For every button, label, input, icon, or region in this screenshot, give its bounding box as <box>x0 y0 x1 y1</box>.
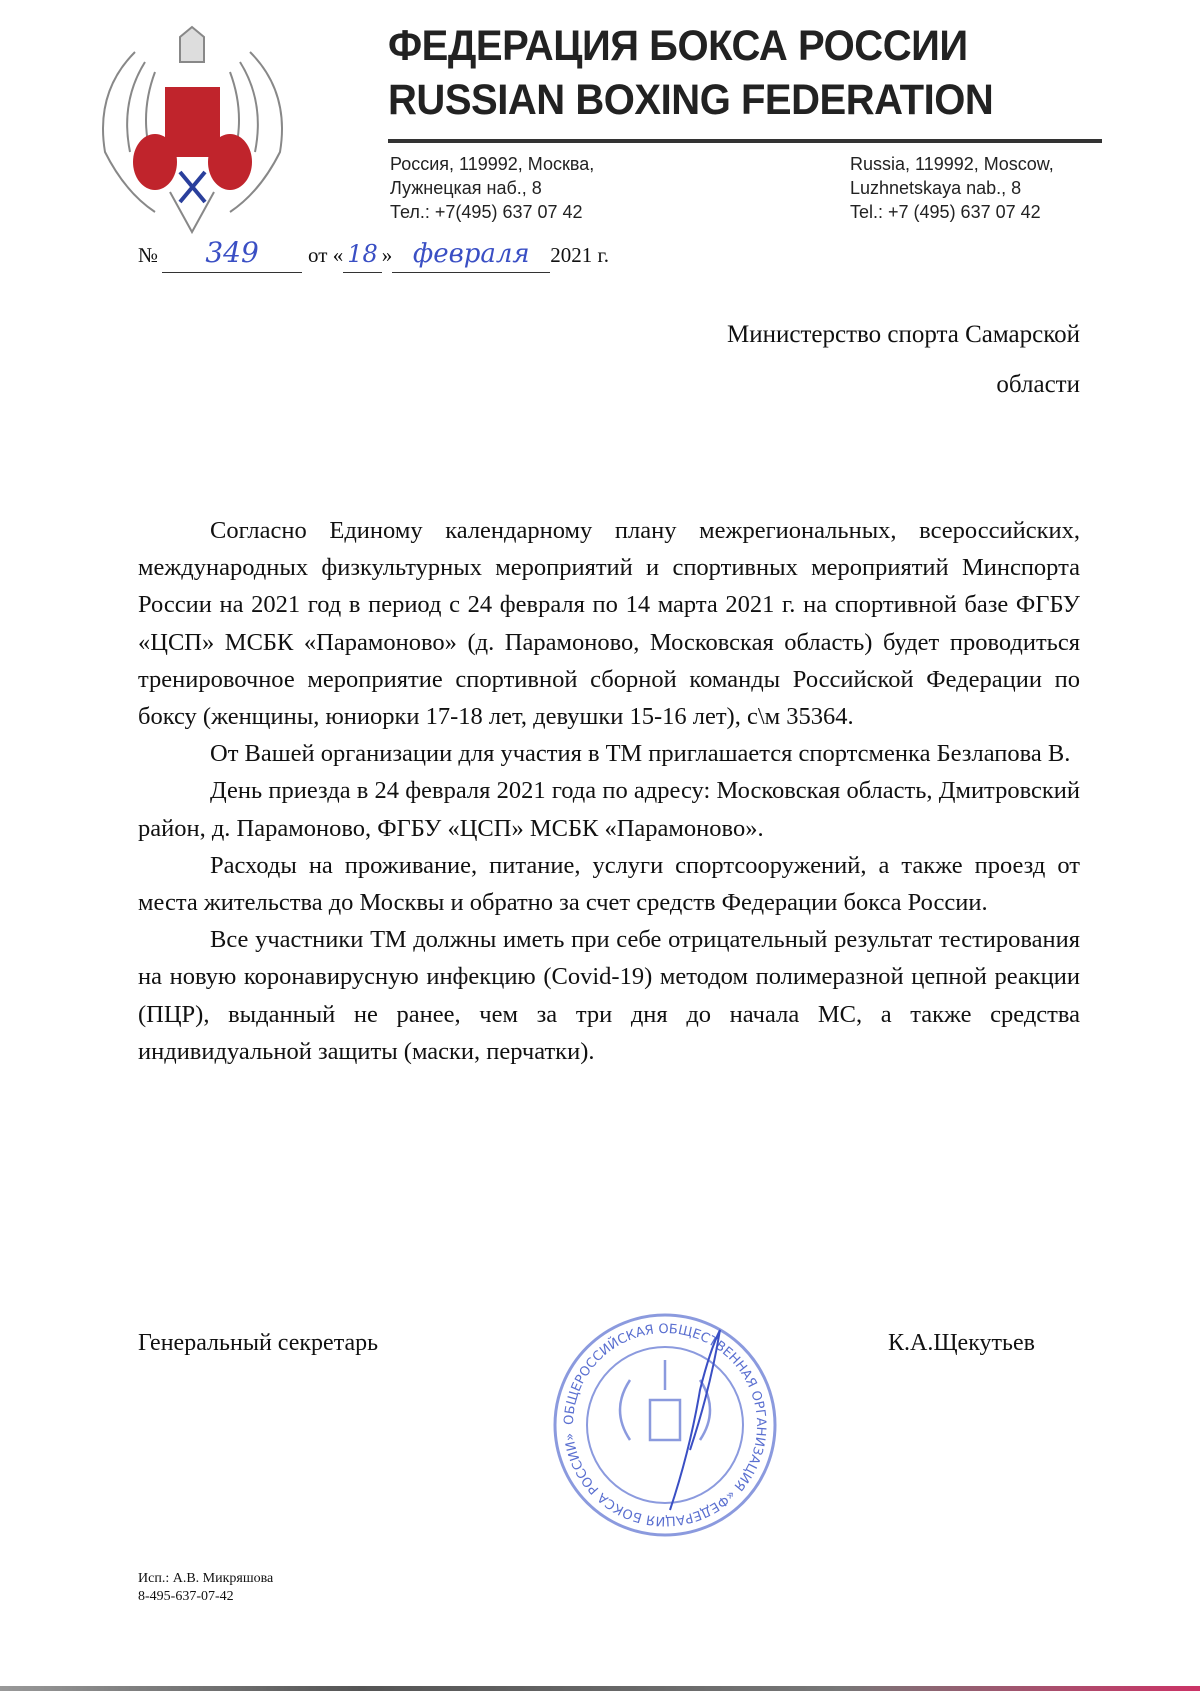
handwritten-number: 349 <box>205 236 259 269</box>
handwritten-month: февраля <box>412 239 530 269</box>
federation-emblem-logo <box>95 22 290 237</box>
phone-line: Tel.: +7 (495) 637 07 42 <box>850 202 1041 222</box>
paragraph: От Вашей организации для участия в ТМ приглашается спортсменка Безлапова В. <box>210 740 1071 768</box>
recipient <box>727 310 1080 410</box>
number-label: № <box>138 243 159 267</box>
signatory-name: К.А.Щекутьев <box>888 1330 1035 1356</box>
day-field <box>343 237 382 273</box>
handwritten-day: 18 <box>347 240 378 268</box>
paragraph: Все участники ТМ должны иметь при себе отрицательный результат тестирования на новую коронавирусную инфекцию (Covid-19) методом полимеразной цепной реакции (ПЦР), выданный не ранее, чем за три дня до начала МС, а также средства индивидуальной защиты (маски, перчатки). <box>138 926 1080 1065</box>
address-line: Лужнецкая наб., 8 <box>390 178 542 198</box>
official-stamp <box>550 1310 780 1540</box>
year-label: 2021 г. <box>550 243 609 267</box>
quote: » <box>381 243 393 267</box>
address-line: Russia, 119992, Moscow, <box>850 154 1054 174</box>
phone-line: Тел.: +7(495) 637 07 42 <box>390 202 583 222</box>
recipient-line: области <box>996 371 1080 398</box>
org-title-ru: ФЕДЕРАЦИЯ БОКСА РОССИИ <box>388 22 968 70</box>
address-ru <box>390 152 594 224</box>
executor-phone: 8-495-637-07-42 <box>138 1589 234 1604</box>
executor-name: Исп.: А.В. Микряшова <box>138 1571 274 1586</box>
address-line: Luzhnetskaya nab., 8 <box>850 178 1022 198</box>
paragraph: День приезда в 24 февраля 2021 года по адресу: Московская область, Дмитровский район, д. Парамоново, ФГБУ «ЦСП» МСБК «Парамоново». <box>138 777 1080 842</box>
reference-line <box>138 236 609 273</box>
header-divider <box>388 139 1102 143</box>
handwritten-signature <box>670 1330 720 1510</box>
date-label: от « <box>308 243 344 267</box>
stamp-text: ОБЩЕРОССИЙСКАЯ ОБЩЕСТВЕННАЯ ОРГАНИЗАЦИЯ «ФЕДЕРАЦИЯ БОКСА РОССИИ» <box>561 1321 769 1529</box>
svg-text:ОБЩЕРОССИЙСКАЯ ОБЩЕСТВЕННАЯ ОР <box>562 1322 768 1528</box>
paragraph: Расходы на проживание, питание, услуги спортсооружений, а также проезд от места жительства до Москвы и обратно за счет средств Федерации бокса России. <box>138 851 1080 917</box>
executor-info <box>138 1570 273 1606</box>
address-line: Россия, 119992, Москва, <box>390 154 595 174</box>
number-field <box>162 236 302 273</box>
signatory-position: Генеральный секретарь <box>138 1330 379 1356</box>
paragraph: Согласно Единому календарному плану межрегиональных, всероссийских, международных физкультурных мероприятий и спортивных мероприятий Минспорта России на 2021 год в период с 24 февраля по 14 марта 2021 г. на спортивной базе ФГБУ «ЦСП» МСБК «Парамоново» (д. Парамоново, Московская область) будет проводиться тренировочное мероприятие спортивной сборной команды Российской Федерации по боксу (женщины, юниорки 17-18 лет, девушки 15-16 лет), с\м 35364. <box>138 517 1080 731</box>
scan-edge <box>0 1686 1200 1691</box>
org-title-en: RUSSIAN BOXING FEDERATION <box>388 76 994 124</box>
letter-body <box>138 512 1080 1070</box>
address-en <box>850 152 1054 224</box>
month-field <box>392 237 550 273</box>
recipient-line: Министерство спорта Самарской <box>727 321 1080 348</box>
